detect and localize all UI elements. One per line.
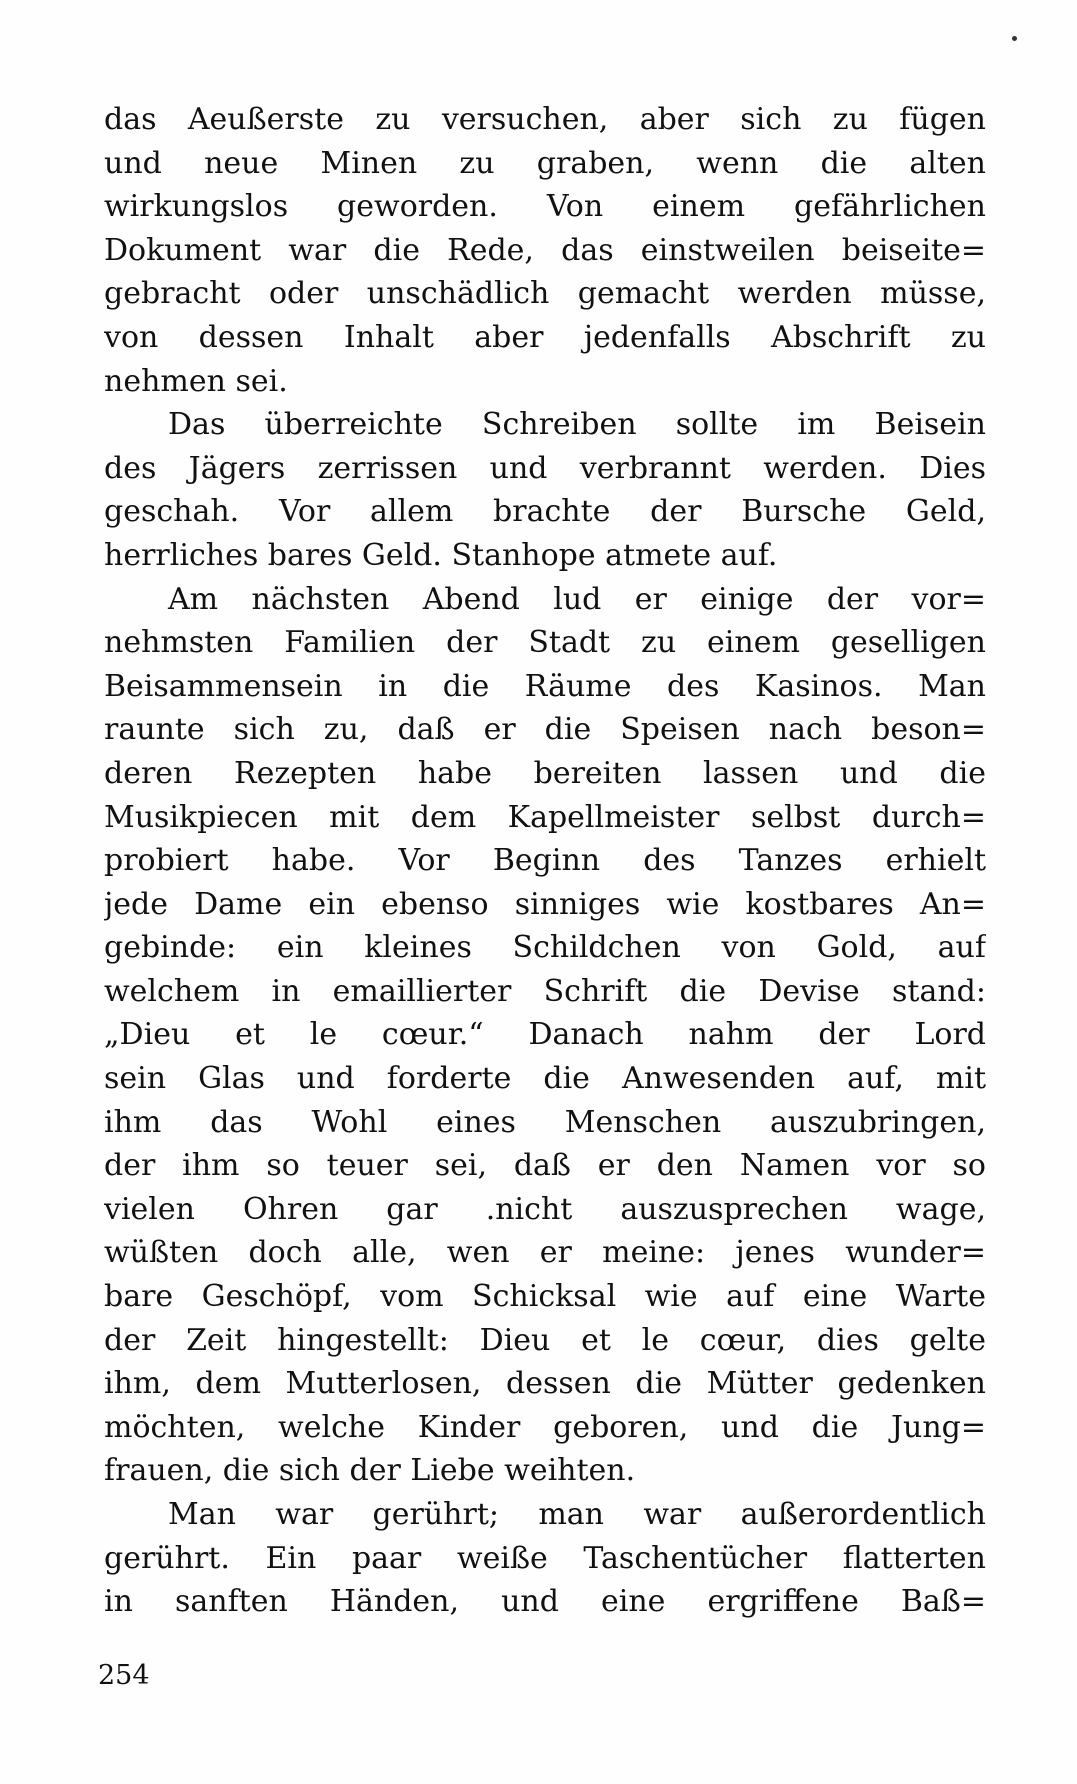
text-line: sein Glas und forderte die Anwesenden auf, mit	[104, 1061, 986, 1097]
body-text	[104, 98, 986, 1624]
text-line: bare Geschöpf, vom Schicksal wie auf eine Warte	[104, 1279, 986, 1315]
text-line: gerührt. Ein paar weiße Taschentücher flatterten	[104, 1540, 986, 1576]
text-line: raunte sich zu, daß er die Speisen nach beson=	[104, 712, 986, 748]
text-line: frauen, die sich der Liebe weihten.	[104, 1453, 636, 1489]
text-line: nehmsten Familien der Stadt zu einem geselligen	[104, 625, 986, 661]
text-line: ihm das Wohl eines Menschen auszubringen,	[104, 1104, 986, 1140]
text-line: das Aeußerste zu versuchen, aber sich zu fügen	[104, 102, 986, 137]
text-line: „Dieu et le cœur.“ Danach nahm der Lord	[104, 1017, 986, 1053]
text-line: Beisammensein in die Räume des Kasinos. Man	[104, 668, 986, 704]
ink-speck	[1012, 36, 1017, 41]
text-line: von dessen Inhalt aber jedenfalls Abschrift zu	[104, 319, 986, 355]
text-line: des Jägers zerrissen und verbrannt werden. Dies	[104, 450, 986, 486]
text-line: probiert habe. Vor Beginn des Tanzes erhielt	[104, 843, 986, 879]
text-line: ihm, dem Mutterlosen, dessen die Mütter gedenken	[104, 1366, 986, 1402]
text-line: gebinde: ein kleines Schildchen von Gold, auf	[104, 930, 986, 966]
text-line: Das überreichte Schreiben sollte im Beisein	[168, 407, 986, 443]
text-line: Musikpiecen mit dem Kapellmeister selbst durch=	[104, 799, 986, 835]
text-line: Dokument war die Rede, das einstweilen beiseite=	[104, 232, 986, 268]
text-line: der Zeit hingestellt: Dieu et le cœur, dies gelte	[104, 1322, 986, 1358]
text-line: Man war gerührt; man war außerordentlich	[168, 1497, 986, 1532]
text-line: herrliches bares Geld. Stanhope atmete auf.	[104, 537, 778, 573]
text-line: Am nächsten Abend lud er einige der vor=	[168, 581, 986, 617]
text-line: nehmen sei.	[104, 363, 288, 399]
text-line: der ihm so teuer sei, daß er den Namen vor so	[104, 1148, 986, 1184]
text-line: in sanften Händen, und eine ergriffene Baß=	[104, 1584, 986, 1620]
text-line: jede Dame ein ebenso sinniges wie kostbares An=	[104, 886, 986, 922]
text-line: gebracht oder unschädlich gemacht werden müsse,	[104, 276, 986, 312]
text-line: wüßten doch alle, wen er meine: jenes wunder=	[104, 1235, 986, 1271]
text-line: und neue Minen zu graben, wenn die alten	[104, 145, 986, 181]
text-line: wirkungslos geworden. Von einem gefährlichen	[104, 189, 986, 225]
text-line: deren Rezepten habe bereiten lassen und die	[104, 755, 986, 791]
page-number: 254	[98, 1660, 150, 1691]
text-line: möchten, welche Kinder geboren, und die Jung=	[104, 1409, 986, 1445]
text-line: vielen Ohren gar .nicht auszusprechen wage,	[104, 1191, 986, 1227]
text-line: welchem in emaillierter Schrift die Devise stand:	[104, 973, 986, 1009]
text-line: geschah. Vor allem brachte der Bursche Geld,	[104, 494, 986, 530]
